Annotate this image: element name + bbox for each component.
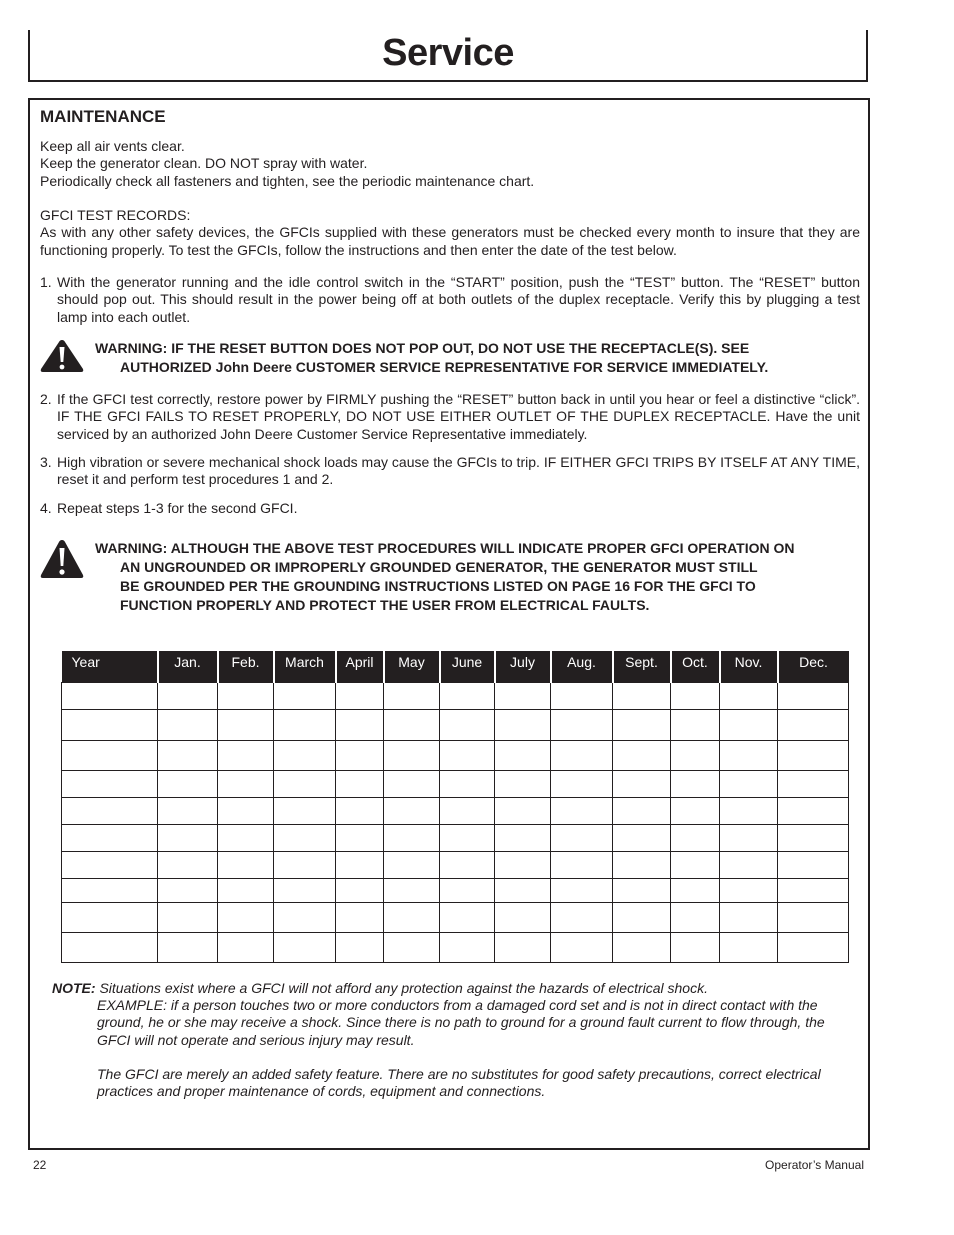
table-cell — [218, 878, 274, 902]
table-cell — [158, 709, 218, 740]
column-header-march: March — [274, 651, 336, 682]
table-cell — [218, 709, 274, 740]
table-cell — [440, 932, 495, 962]
table-cell — [62, 770, 158, 797]
table-cell — [384, 851, 440, 878]
table-cell — [778, 740, 849, 770]
table-cell — [62, 932, 158, 962]
column-header-oct: Oct. — [671, 651, 720, 682]
warning-icon — [40, 539, 84, 579]
warning-reset-button — [40, 339, 870, 377]
table-cell — [440, 770, 495, 797]
column-header-sept: Sept. — [613, 651, 671, 682]
gfci-test-record-table — [61, 651, 849, 963]
note-closing: The GFCI are merely an added safety feature. There are no substitutes for good safety precautions, correct electrical practices and proper maintenance of cords, equipment and connections. — [97, 1065, 821, 1100]
table-cell — [671, 709, 720, 740]
table-cell — [613, 682, 671, 709]
column-header-jan: Jan. — [158, 651, 218, 682]
note-text: Situations exist where a GFCI will not afford any protection against the hazards of electrical shock. — [99, 980, 708, 996]
table-cell — [495, 878, 551, 902]
gfci-intro: As with any other safety devices, the GFCIs supplied with these generators must be checked every month to insure that they are functioning properly. To test the GFCIs, follow the instructions and then enter the date of the test below. — [40, 224, 860, 258]
table-cell — [671, 902, 720, 932]
table-row — [62, 770, 849, 797]
table-cell — [218, 824, 274, 851]
table-row — [62, 932, 849, 962]
table-cell — [218, 682, 274, 709]
column-header-may: May — [384, 651, 440, 682]
note-first-line — [52, 980, 842, 997]
table-cell — [274, 740, 336, 770]
table-cell — [720, 682, 778, 709]
intro-text — [40, 138, 860, 190]
table-cell — [384, 740, 440, 770]
table-cell — [440, 682, 495, 709]
table-cell — [62, 740, 158, 770]
table-cell — [440, 709, 495, 740]
table-cell — [495, 797, 551, 824]
table-row — [62, 902, 849, 932]
table-cell — [613, 902, 671, 932]
table-cell — [440, 902, 495, 932]
safety-note — [52, 980, 842, 1100]
warning-line: FUNCTION PROPERLY AND PROTECT THE USER FROM ELECTRICAL FAULTS. — [120, 597, 650, 613]
table-cell — [274, 902, 336, 932]
page-number: 22 — [33, 1158, 47, 1172]
table-cell — [336, 932, 384, 962]
step-number: 1. — [40, 274, 52, 290]
column-header-year: Year — [62, 651, 158, 682]
table-cell — [778, 824, 849, 851]
table-cell — [384, 902, 440, 932]
table-cell — [778, 932, 849, 962]
warning-line: BE GROUNDED PER THE GROUNDING INSTRUCTIONS LISTED ON PAGE 16 FOR THE GFCI TO — [120, 578, 756, 594]
table-cell — [218, 770, 274, 797]
table-cell — [551, 851, 613, 878]
note-example: EXAMPLE: if a person touches two or more conductors from a damaged cord set and is not in direct contact with the ground, he or she may receive a shock. Since there is no path to ground for a ground fault current to flow through, the GFCI will not operate and serious injury may result. — [97, 997, 825, 1048]
column-header-june: June — [440, 651, 495, 682]
column-header-feb: Feb. — [218, 651, 274, 682]
table-cell — [778, 709, 849, 740]
table-cell — [613, 797, 671, 824]
table-cell — [336, 740, 384, 770]
table-cell — [62, 709, 158, 740]
table-cell — [551, 797, 613, 824]
warning-line: WARNING: ALTHOUGH THE ABOVE TEST PROCEDURES WILL INDICATE PROPER GFCI OPERATION ON — [95, 540, 795, 556]
step-number: 3. — [40, 454, 52, 470]
intro-line: Keep the generator clean. DO NOT spray with water. — [40, 155, 368, 172]
step-4 — [40, 500, 860, 517]
table-cell — [62, 682, 158, 709]
table-cell — [720, 932, 778, 962]
table-cell — [336, 902, 384, 932]
table-cell — [671, 797, 720, 824]
table-cell — [671, 740, 720, 770]
table-row — [62, 824, 849, 851]
table-cell — [274, 709, 336, 740]
warning-line: AN UNGROUNDED OR IMPROPERLY GROUNDED GENERATOR, THE GENERATOR MUST STILL — [120, 559, 758, 575]
table-row — [62, 797, 849, 824]
table-cell — [158, 932, 218, 962]
table-cell — [218, 740, 274, 770]
table-cell — [336, 824, 384, 851]
table-cell — [384, 878, 440, 902]
section-title: MAINTENANCE — [40, 107, 166, 126]
table-cell — [551, 902, 613, 932]
table-cell — [495, 709, 551, 740]
warning-grounding — [40, 539, 870, 615]
table-cell — [671, 932, 720, 962]
table-cell — [62, 902, 158, 932]
table-cell — [62, 797, 158, 824]
table-cell — [671, 682, 720, 709]
table-cell — [158, 682, 218, 709]
table-cell — [274, 851, 336, 878]
step-text: Repeat steps 1-3 for the second GFCI. — [57, 500, 298, 516]
table-cell — [158, 797, 218, 824]
table-cell — [778, 770, 849, 797]
table-cell — [274, 824, 336, 851]
page-header — [28, 30, 868, 82]
table-cell — [495, 902, 551, 932]
table-cell — [62, 851, 158, 878]
table-cell — [671, 878, 720, 902]
table-cell — [158, 770, 218, 797]
table-cell — [218, 932, 274, 962]
table-cell — [613, 851, 671, 878]
table-cell — [720, 878, 778, 902]
table-cell — [62, 824, 158, 851]
table-cell — [274, 682, 336, 709]
table-cell — [384, 682, 440, 709]
warning-icon — [40, 339, 84, 373]
table-cell — [495, 932, 551, 962]
table-cell — [720, 709, 778, 740]
step-1 — [40, 274, 860, 326]
table-cell — [613, 824, 671, 851]
table-cell — [720, 851, 778, 878]
table-cell — [778, 902, 849, 932]
table-cell — [551, 878, 613, 902]
table-cell — [274, 770, 336, 797]
table-cell — [218, 902, 274, 932]
manual-name: Operator’s Manual — [765, 1158, 864, 1172]
step-text: With the generator running and the idle control switch in the “START” position, push the “TEST” button. The “RESET” button should pop out. This should result in the power being off at both outlets of the duplex receptacle. Verify this by plugging a test lamp into each outlet. — [57, 274, 860, 325]
table-cell — [495, 682, 551, 709]
column-header-nov: Nov. — [720, 651, 778, 682]
table-cell — [613, 932, 671, 962]
table-cell — [62, 878, 158, 902]
table-cell — [671, 770, 720, 797]
step-text: If the GFCI test correctly, restore power by FIRMLY pushing the “RESET” button back in until you hear or feel a distinctive “click”. IF THE GFCI FAILS TO RESET PROPERLY, DO NOT USE EITHER OUTLET OF THE DUPLEX RECEPTACLE. Have the unit serviced by an authorized John Deere Customer Service Representative immediately. — [57, 391, 860, 442]
table-cell — [671, 851, 720, 878]
table-row — [62, 878, 849, 902]
table-cell — [384, 797, 440, 824]
table-cell — [158, 740, 218, 770]
column-header-april: April — [336, 651, 384, 682]
table-cell — [778, 851, 849, 878]
table-cell — [551, 740, 613, 770]
step-2 — [40, 391, 860, 443]
table-cell — [720, 740, 778, 770]
table-cell — [440, 851, 495, 878]
table-cell — [495, 740, 551, 770]
table-cell — [613, 740, 671, 770]
warning-line: AUTHORIZED John Deere CUSTOMER SERVICE REPRESENTATIVE FOR SERVICE IMMEDIATELY. — [120, 359, 769, 375]
table-cell — [720, 797, 778, 824]
table-cell — [384, 824, 440, 851]
table-cell — [613, 709, 671, 740]
table-cell — [384, 932, 440, 962]
table-cell — [336, 878, 384, 902]
table-cell — [671, 824, 720, 851]
table-cell — [778, 797, 849, 824]
table-cell — [440, 740, 495, 770]
table-cell — [274, 932, 336, 962]
step-number: 4. — [40, 500, 52, 516]
table-cell — [495, 824, 551, 851]
table-cell — [778, 682, 849, 709]
table-cell — [440, 824, 495, 851]
table-cell — [158, 878, 218, 902]
table-cell — [613, 878, 671, 902]
table-cell — [336, 851, 384, 878]
table-cell — [274, 878, 336, 902]
table-cell — [720, 770, 778, 797]
page-title: Service — [382, 32, 514, 74]
table-cell — [440, 878, 495, 902]
intro-line: Keep all air vents clear. — [40, 138, 185, 154]
warning-text — [40, 539, 870, 615]
table-cell — [336, 797, 384, 824]
table-cell — [336, 709, 384, 740]
table-cell — [158, 902, 218, 932]
table-cell — [495, 770, 551, 797]
table-row — [62, 740, 849, 770]
table-header-row — [62, 651, 849, 682]
table-cell — [336, 770, 384, 797]
table-cell — [551, 770, 613, 797]
table-cell — [218, 851, 274, 878]
table-cell — [384, 709, 440, 740]
table-cell — [336, 682, 384, 709]
step-3 — [40, 454, 860, 489]
table-cell — [720, 902, 778, 932]
table-cell — [384, 770, 440, 797]
table-cell — [551, 824, 613, 851]
table-cell — [720, 824, 778, 851]
table-cell — [440, 797, 495, 824]
table-row — [62, 851, 849, 878]
note-label: NOTE: — [52, 980, 96, 996]
table-body — [62, 682, 849, 962]
table-row — [62, 709, 849, 740]
table-cell — [551, 709, 613, 740]
column-header-aug: Aug. — [551, 651, 613, 682]
warning-text — [40, 339, 870, 377]
warning-line: WARNING: IF THE RESET BUTTON DOES NOT POP OUT, DO NOT USE THE RECEPTACLE(S). SEE — [95, 340, 750, 356]
intro-line: Periodically check all fasteners and tighten, see the periodic maintenance chart. — [40, 172, 535, 189]
gfci-heading: GFCI TEST RECORDS: — [40, 207, 191, 223]
table-cell — [218, 797, 274, 824]
column-header-dec: Dec. — [778, 651, 849, 682]
step-number: 2. — [40, 391, 52, 407]
table-row — [62, 682, 849, 709]
table-cell — [158, 851, 218, 878]
table-cell — [495, 851, 551, 878]
table-cell — [158, 824, 218, 851]
table-cell — [274, 797, 336, 824]
table-cell — [551, 682, 613, 709]
table-cell — [613, 770, 671, 797]
maintenance-section — [28, 98, 870, 1150]
step-text: High vibration or severe mechanical shock loads may cause the GFCIs to trip. IF EITHER GFCI TRIPS BY ITSELF AT ANY TIME, reset it and perform test procedures 1 and 2. — [57, 454, 860, 488]
gfci-test-records — [40, 207, 860, 259]
column-header-july: July — [495, 651, 551, 682]
table-cell — [778, 878, 849, 902]
table-cell — [551, 932, 613, 962]
